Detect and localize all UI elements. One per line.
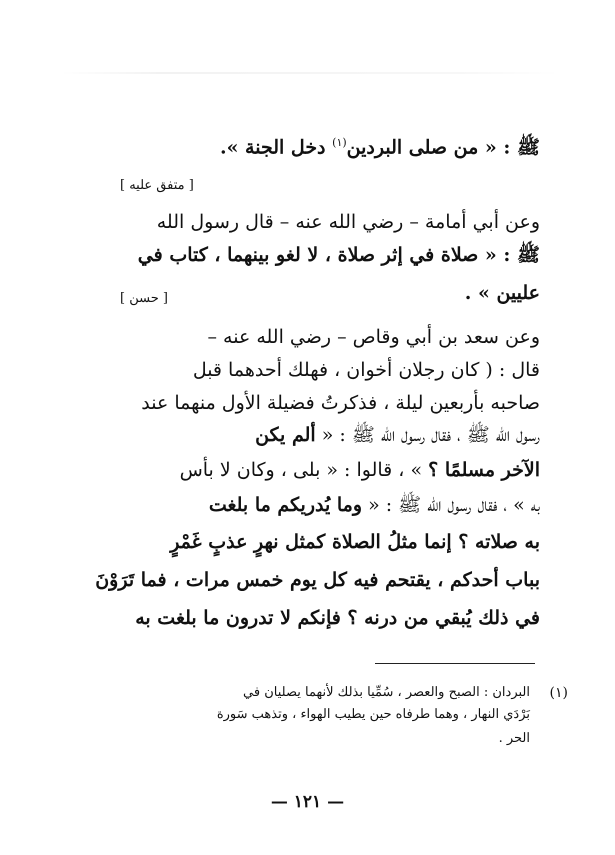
grade-label-2: [ حسن ]: [120, 291, 168, 306]
footnote-line-3: الحر .: [498, 731, 530, 746]
hadith-part: الآخر مسلمًا ؟: [428, 459, 540, 481]
text-part: » ، قالوا : « بلى ، وكان لا بأس: [179, 459, 423, 481]
hadith-part: وما يُدريكم ما بلغت: [208, 494, 363, 516]
hadith-text: : « من صلى البردين: [346, 136, 511, 159]
text-line-5: وعن سعد بن أبي وقاص – رضي الله عنه –: [207, 326, 540, 348]
footnote-ref: (١): [332, 136, 347, 149]
text-line-9: [120, 455, 540, 485]
hadith-line-4: عليين » .: [464, 282, 540, 304]
hadith-line-3: [120, 240, 540, 270]
page-number: — ١٢١ —: [270, 792, 345, 812]
footnote-number: (١): [549, 685, 568, 701]
text-part: به » ، فقال رسول الله ﷺ : «: [368, 494, 540, 516]
footnote-line-2: بَرْدَي النهار ، وهما طرفاه حين يطيب الهواء ، وتذهب سَورة: [216, 707, 530, 722]
text-line-6: قال : ( كان رجلان أخوان ، فهلك أحدهما قبل: [192, 359, 540, 381]
text-line-2: وعن أبي أمامة – رضي الله عنه – قال رسول الله: [156, 211, 540, 233]
footnote-divider: [375, 663, 535, 664]
text-line-7: صاحبه بأربعين ليلة ، فذكرتُ فضيلة الأول منهما عند: [141, 392, 540, 414]
text-line-10: [120, 490, 540, 520]
text-part: رسول الله ﷺ ، فقال رسول الله ﷺ : «: [321, 424, 540, 446]
hadith-text-end: دخل الجنة ».: [219, 136, 326, 159]
hadith-line-13: في ذلك يُبقي من درنه ؟ فإنكم لا تدرون ما بلغت به: [135, 607, 540, 629]
text-line-8: [120, 420, 540, 450]
hadith-line-12: بباب أحدكم ، يقتحم فيه كل يوم خمس مرات ، فما تَرَوْنَ: [95, 569, 540, 591]
hadith-line-11: به صلاته ؟ إنما مثلُ الصلاة كمثل نهرٍ عذبٍ غَمْرٍ: [170, 531, 540, 553]
hadith-line-1: [120, 128, 540, 162]
hadith-part: ألم يكن: [255, 424, 316, 446]
scan-smudge: [60, 72, 560, 74]
footnote-line-1: [120, 683, 568, 703]
footnote-text: البردان : الصبح والعصر ، سُمِّيا بذلك لأنهما يصليان في: [243, 685, 530, 700]
hadith-text: : « صلاة في إثر صلاة ، لا لغو بينهما ، كتاب في: [137, 244, 511, 266]
salutation-glyph: ﷺ: [517, 244, 540, 266]
salutation-glyph: ﷺ: [517, 136, 540, 159]
grade-label-1: [ متفق عليه ]: [120, 178, 194, 193]
